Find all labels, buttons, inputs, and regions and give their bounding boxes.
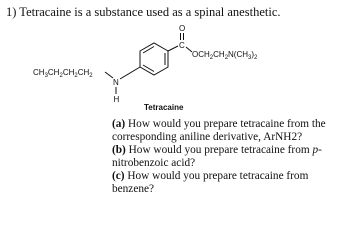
part-c-text: How would you prepare tetracaine from benzene?: [112, 170, 309, 195]
amine-nitrogen-label: N: [113, 78, 119, 87]
amine-hydrogen-label: H: [113, 95, 120, 104]
carbonyl-oxygen-label: O: [179, 24, 186, 33]
part-b-label: (b): [112, 144, 126, 156]
amine-ring-bond: [120, 67, 140, 79]
carbonyl-carbon-label: C: [179, 41, 185, 50]
part-b: [112, 144, 348, 170]
part-b-italic: p: [312, 144, 319, 156]
ester-chain-label: $OCH_2CH_2N(CH_3)_2$: [192, 50, 258, 61]
part-b-text-2: -nitrobenzoic acid?: [112, 144, 322, 169]
compound-name: Tetracaine: [144, 103, 184, 112]
butyl-chain-label: $CH_3CH_2CH_2CH_2$: [33, 68, 93, 79]
ring-carbonyl-bond: [168, 46, 178, 51]
part-b-text-1: How would you prepare tetracaine from: [125, 144, 313, 156]
question-parts: [112, 118, 348, 196]
question-title: 1) Tetracaine is a substance used as a spinal anesthetic.: [6, 5, 281, 19]
part-c-label: (c): [112, 170, 125, 182]
part-a-label: (a): [112, 118, 126, 130]
part-a-text: How would you prepare tetracaine from the corresponding aniline derivative, ArNH2?: [112, 118, 326, 143]
part-c: [112, 170, 348, 196]
butyl-amine-bond: [105, 72, 113, 78]
benzene-ring: [140, 43, 168, 75]
part-a: [112, 118, 348, 144]
carbonyl-double-bond: [181, 33, 184, 40]
